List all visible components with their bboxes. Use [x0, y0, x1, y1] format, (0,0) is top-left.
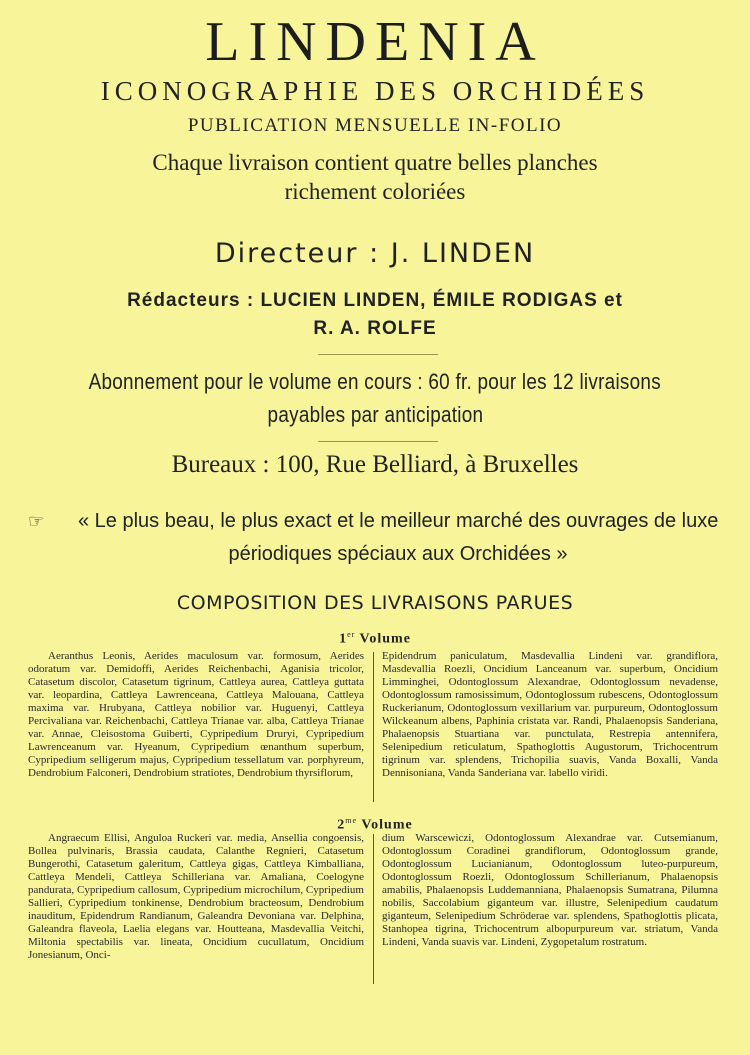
quote-line-1: « Le plus beau, le plus exact et le meilleur marché des ouvrages de luxe [78, 510, 719, 532]
livraison-line-2: richement coloriées [284, 179, 466, 204]
composition-heading: COMPOSITION DES LIVRAISONS PARUES [176, 592, 574, 614]
column-divider [373, 834, 374, 984]
bureaux-address: Bureaux : 100, Rue Belliard, à Bruxelles [171, 451, 579, 478]
publication-line: PUBLICATION MENSUELLE IN-FOLIO [187, 115, 563, 136]
page-subtitle: ICONOGRAPHIE DES ORCHIDÉES [100, 76, 650, 106]
quote-block [28, 505, 728, 571]
volume-2-left-column: Angraecum Ellisi, Anguloa Ruckeri var. media, Ansellia congoensis, Bollea pulvinaris, Brassia caudata, Calanthe Regnieri, Catasetum Bungerothi, Catasetum galeritum, Cattleya gigas, Cattleya Kimballiana, Cattleya Mendeli, Cattleya Schilleriana var. Amaliana, Coelogyne pandurata, Cypripedium callosum, Cypripedium microchilum, Cypripedium Sallieri, Cypripedium tonkinense, Dendrobium bracteosum, Dendrobium inauditum, Epidendrum Randianum, Galeandra Devoniana var. Delphina, Galeandra flaveola, Laelia elegans var. Houtteana, Masdevallia Veitchi, Miltonia spectabilis var. lineata, Oncidium cucullatum, Oncidium Jonesianum, Onci- [28, 832, 364, 961]
volume-label: Volume [359, 631, 411, 647]
page-title: LINDENIA [205, 11, 545, 73]
subscription-block [0, 365, 750, 431]
subscription-line-1: Abonnement pour le volume en cours : 60 fr. pour les 12 livraisons [88, 369, 662, 394]
volume-number: 2 [337, 817, 346, 833]
volume-2-heading [0, 816, 750, 834]
volume-number-suffix: me [345, 816, 358, 825]
subscription-line-2: payables par anticipation [267, 402, 483, 427]
livraison-line-1: Chaque livraison contient quatre belles planches [152, 150, 598, 175]
pointing-hand-icon: ☞ [28, 511, 45, 532]
redacteurs-block [0, 287, 750, 343]
divider [318, 354, 438, 355]
redacteurs-line-1: Rédacteurs : LUCIEN LINDEN, ÉMILE RODIGAS et [127, 290, 623, 311]
quote-line-2: périodiques spéciaux aux Orchidées » [228, 543, 568, 565]
volume-1-right-column: Epidendrum paniculatum, Masdevallia Lindeni var. grandiflora, Masdevallia Roezli, Oncidium Lanceanum var. superbum, Oncidium Limminghei, Odontoglossum Alexandrae, Odontoglossum nevadense, Odontoglossum ramosissimum, Odontoglossum rubescens, Odontoglossum Ruckerianum, Odontoglossum vexillarium var. purpureum, Odontoglossum Wilckeanum albens, Paphinia cristata var. Randi, Phalaenopsis Sanderiana, Phalaenopsis Stuartiana var. punctulata, Restrepia antennifera, Selenipedium reticulatum, Spathoglottis Augustorum, Trichocentrum tigrinum var. splendens, Trichopilia suavis, Vanda Boxalli, Vanda Dennisoniana, Vanda Sanderiana var. labello viridi. [382, 650, 718, 779]
volume-1-left-column: Aeranthus Leonis, Aerides maculosum var. formosum, Aerides odoratum var. Demidoffi, Aerides Reichenbachi, Aganisia tricolor, Catasetum discolor, Catasetum tigrinum, Cattleya aurea, Cattleya guttata var. leopardina, Cattleya Lawrenceana, Cattleya Malouana, Cattleya maxima var. Hrubyana, Cattleya nobilior var. Huguenyi, Cattleya Percivaliana var. Reichenbachi, Cattleya Trianae var. alba, Cattleya Trianae var. Annae, Cleisostoma Guiberti, Cypripedium Druryi, Cypripedium Lawrenceanum var. Hyeanum, Cypripedium œnanthum superbum, Cypripedium selligerum majus, Cypripedium tessellatum var. porphyreum, Dendrobium Falconeri, Dendrobium stratiotes, Dendrobium thyrsiflorum, [28, 650, 364, 779]
volume-2-right-column: dium Warscewiczi, Odontoglossum Alexandrae var. Cutsemianum, Odontoglossum Coradinei grandiflorum, Odontoglossum grande, Odontoglossum Lucianianum, Odontoglossum luteo-purpureum, Odontoglossum Roezli, Odontoglossum Schillerianum, Phalaenopsis amabilis, Phalaenopsis Luddemanniana, Phalaenopsis Sumatrana, Pilumna nobilis, Saccolabium giganteum var. illustre, Selenipedium caudatum giganteum, Selenipedium Schröderae var. splendens, Spathoglottis plicata, Stanhopea tigrina, Trichocentrum albopurpureum var. striatum, Vanda Lindeni, Vanda suavis var. Lindeni, Zygopetalum rostratum. [382, 832, 718, 948]
divider [318, 441, 438, 442]
volume-label: Volume [361, 817, 413, 833]
directeur-line: Directeur : J. LINDEN [214, 238, 536, 269]
redacteurs-line-2: R. A. ROLFE [313, 318, 437, 339]
volume-number: 1 [339, 631, 348, 647]
column-divider [373, 652, 374, 802]
volume-1-heading [0, 630, 750, 648]
livraison-description [0, 148, 750, 206]
volume-number-suffix: er [347, 630, 356, 639]
